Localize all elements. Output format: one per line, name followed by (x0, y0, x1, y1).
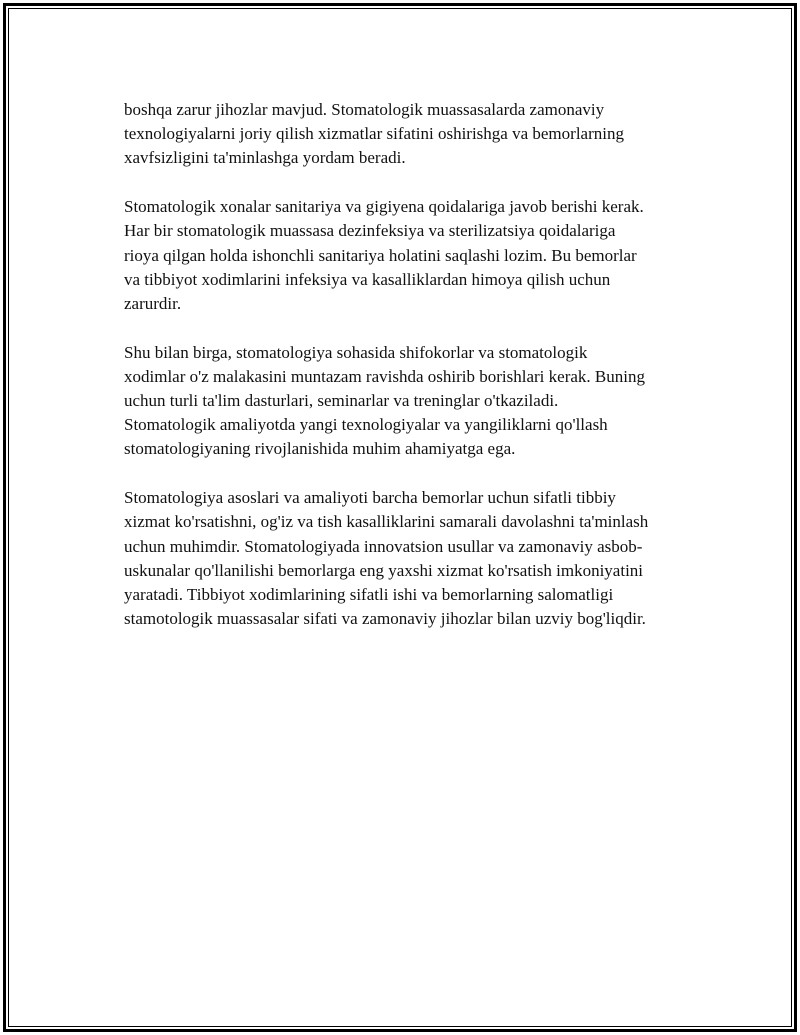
text-line: yaratadi. Tibbiyot xodimlarining sifatli ishi va bemorlarning salomatligi (124, 584, 614, 604)
text-line: stamotologik muassasalar sifati va zamonaviy jihozlar bilan uzviy bog'liqdir. (124, 609, 646, 629)
text-line: rioya qilgan holda ishonchli sanitariya holatini saqlashi lozim. Bu bemorlar (124, 245, 637, 265)
text-line: uchun muhimdir. Stomatologiyada innovatsion usullar va zamonaviy asbob- (124, 536, 643, 556)
text-line: va tibbiyot xodimlarini infeksiya va kasalliklardan himoya qilish uchun (124, 269, 611, 289)
text-line: Stomatologik xonalar sanitariya va gigiyena qoidalariga javob berishi kerak. (124, 197, 644, 217)
document-body (124, 98, 704, 656)
paragraph-4 (124, 486, 704, 631)
text-line: Stomatologiya asoslari va amaliyoti barcha bemorlar uchun sifatli tibbiy (124, 488, 616, 508)
text-line: uskunalar qo'llanilishi bemorlarga eng yaxshi xizmat ko'rsatish imkoniyatini (124, 560, 644, 580)
text-line: zarurdir. (124, 293, 182, 313)
text-line: texnologiyalarni joriy qilish xizmatlar sifatini oshirishga va bemorlarning (124, 124, 624, 144)
page-border (3, 3, 797, 1032)
text-line: Shu bilan birga, stomatologiya sohasida shifokorlar va stomatologik (124, 342, 588, 362)
text-line: xodimlar o'z malakasini muntazam ravishda oshirib borishlari kerak. Buning (124, 366, 645, 386)
paragraph-1 (124, 98, 704, 171)
text-line: stomatologiyaning rivojlanishida muhim ahamiyatga ega. (124, 439, 516, 459)
paragraph-2 (124, 195, 704, 316)
text-line: xizmat ko'rsatishni, og'iz va tish kasalliklarini samarali davolashni ta'minlash (124, 512, 649, 532)
text-line: Stomatologik amaliyotda yangi texnologiyalar va yangiliklarni qo'llash (124, 415, 608, 435)
paragraph-3 (124, 341, 704, 462)
text-line: xavfsizligini ta'minlashga yordam beradi. (124, 148, 406, 168)
text-line: Har bir stomatologik muassasa dezinfeksiya va sterilizatsiya qoidalariga (124, 221, 616, 241)
text-line: uchun turli ta'lim dasturlari, seminarlar va treninglar o'tkaziladi. (124, 391, 559, 411)
text-line: boshqa zarur jihozlar mavjud. Stomatologik muassasalarda zamonaviy (124, 100, 605, 119)
